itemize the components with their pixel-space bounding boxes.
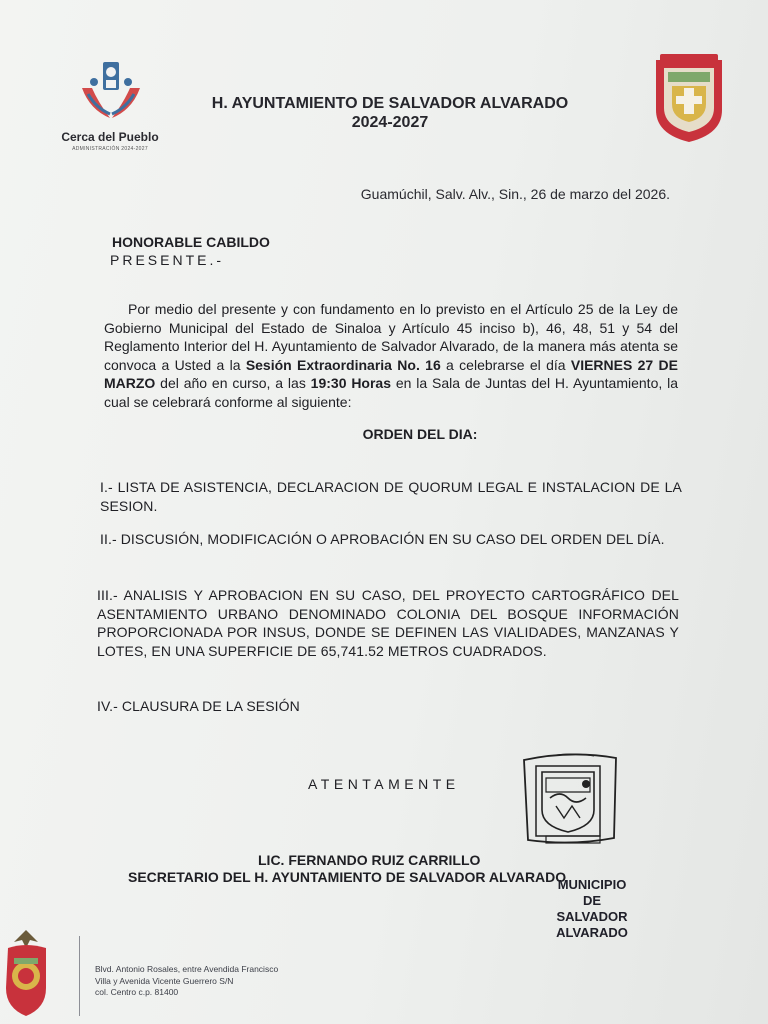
body-text: del año en curso, a las [155, 375, 311, 392]
agenda-item: I.- LISTA DE ASISTENCIA, DECLARACION DE QUORUM LEGAL E INSTALACION DE LA SESION. [100, 479, 682, 514]
official-seal-icon [516, 748, 626, 860]
header-title-line1: H. AYUNTAMIENTO DE SALVADOR ALVARADO [211, 95, 569, 112]
cerca-del-pueblo-logo-icon [76, 58, 146, 134]
footer-address [95, 964, 335, 999]
session-number: Sesión Extraordinaria No. 16 [245, 356, 441, 373]
header-title-line2: 2024-2027 [351, 114, 429, 131]
stamp-line: ALVARADO [556, 925, 628, 940]
stamp-line: DE [582, 893, 602, 908]
presente-label: PRESENTE.- [110, 252, 225, 268]
stamp-text [536, 877, 648, 941]
body-text: a celebrarse el día [440, 356, 571, 373]
stamp-line: MUNICIPIO [557, 877, 627, 892]
agenda-item: IV.- CLAUSURA DE LA SESIÓN [97, 698, 300, 714]
footer-divider [79, 936, 80, 1016]
body-text: Por medio del presente y con fundamento en lo previsto en el Artículo 25 de la Ley de Gobierno Municipal del Estado de Sinaloa y Artículo 45 inciso b), 46, 48, 51 y 54 del Reglamento Interior del H. Ayuntamiento de Salvador Alvarado, de la manera más atenta se convoca a Usted a la [104, 301, 678, 373]
footer-address-line: col. Centro c.p. 81400 [95, 987, 179, 997]
footer-address-line: Blvd. Antonio Rosales, entre Avendida Francisco [95, 964, 279, 974]
date-line: Guamúchil, Salv. Alv., Sin., 26 de marzo del 2026. [360, 186, 670, 202]
sinaloa-coat-of-arms-icon [0, 928, 54, 1020]
addressee: HONORABLE CABILDO [112, 234, 270, 250]
session-date: VIERNES 27 DE MARZO [104, 356, 678, 392]
body-paragraph [104, 300, 678, 412]
agenda-item: III.- ANALISIS Y APROBACION EN SU CASO, DEL PROYECTO CARTOGRÁFICO DEL ASENTAMIENTO URBANO DENOMINADO COLONIA DEL BOSQUE INFORMACIÓN PROPORCIONADA POR INSUS, DONDE SE DEFINEN LAS VIALIDADES, MANZANAS Y LOTES, EN UNA SUPERFICIE DE 65,741.52 METROS CUADRADOS. [97, 587, 679, 659]
body-text: en la Sala de Juntas del H. Ayuntamiento, la cual se celebrará conforme al siguiente: [104, 375, 678, 410]
signer-title: SECRETARIO DEL H. AYUNTAMIENTO DE SALVADOR ALVARADO [128, 869, 567, 885]
stamp-line: SALVADOR [556, 909, 628, 924]
session-time: 19:30 Horas [310, 375, 392, 392]
agenda-title: ORDEN DEL DIA: [362, 426, 478, 442]
brand-subtitle: ADMINISTRACIÓN 2024-2027 [72, 146, 148, 152]
agenda-item: II.- DISCUSIÓN, MODIFICACIÓN O APROBACIÓN EN SU CASO DEL ORDEN DEL DÍA. [100, 531, 665, 547]
closing-atentamente: ATENTAMENTE [308, 776, 460, 792]
header-title [160, 94, 620, 132]
footer-address-line: Villa y Avenida Vicente Guerrero S/N [95, 975, 234, 986]
municipal-coat-of-arms-icon [650, 52, 728, 146]
brand-name: Cerca del Pueblo [61, 130, 159, 144]
signer-name: LIC. FERNANDO RUIZ CARRILLO [258, 852, 481, 868]
